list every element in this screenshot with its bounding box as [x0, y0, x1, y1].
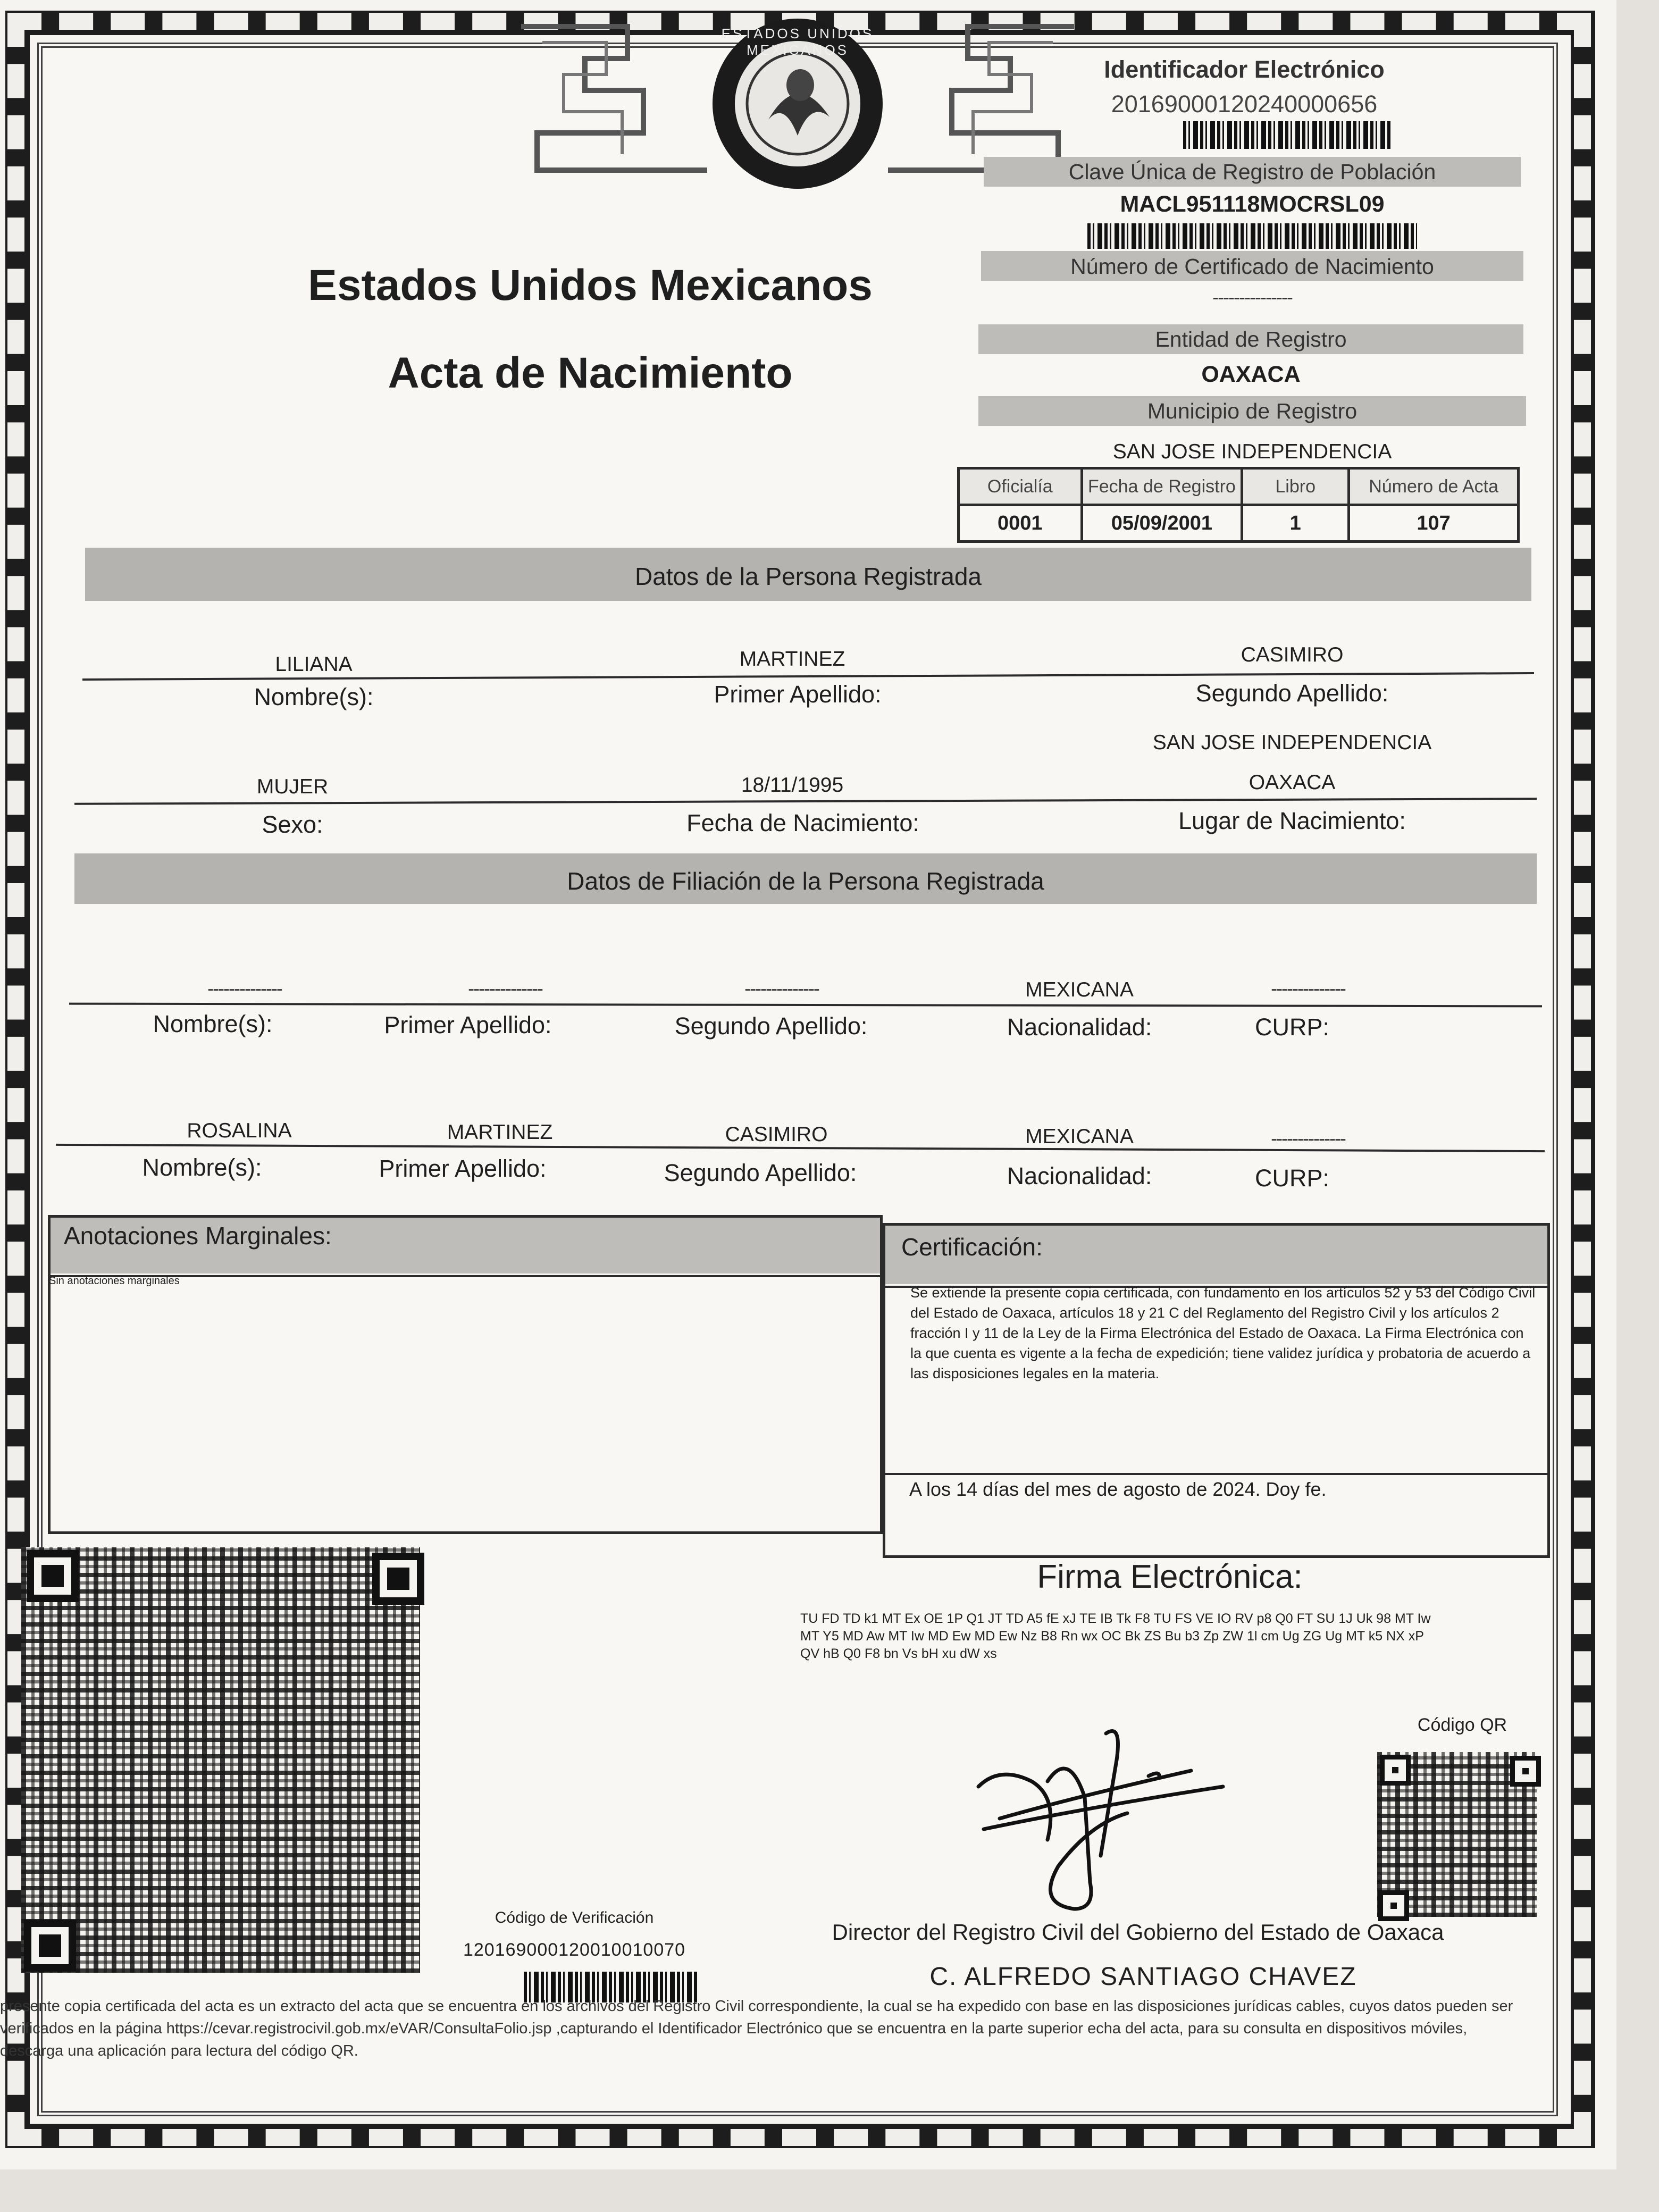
label-parent1-names: Nombre(s): [153, 1010, 273, 1037]
person-section-title: Datos de la Persona Registrada [634, 563, 982, 590]
label-parent2-nationality: Nacionalidad: [1007, 1162, 1152, 1189]
table-header-libro: Libro [1242, 468, 1349, 505]
document-title: Acta de Nacimiento [388, 349, 793, 397]
country-title: Estados Unidos Mexicanos [308, 261, 873, 309]
birth-place-line1: SAN JOSE INDEPENDENCIA [1152, 731, 1432, 754]
label-parent2-second-surname: Segundo Apellido: [664, 1159, 857, 1186]
qr-finder-icon [27, 1550, 79, 1602]
table-header-fecha: Fecha de Registro [1082, 468, 1242, 505]
certification-text: Se extiende la presente copia certificada, con fundamento en los artículos 52 y 53 del Código Civil del Estado de Oaxaca, artículos 18 y 21 C del Reglamento del Registro Civil y los artículos 2 fracción I y 11 de la Ley de la Firma Electrónica del Estado de Oaxaca. La Firma Electrónica con la que cuenta es vigente a la fecha de expedición; tiene validez jurídica y probatoria de acuerdo a las disposiciones legales en la materia. [910, 1285, 1536, 1381]
parent1-first-surname: -------------- [468, 977, 542, 999]
municipality-value: SAN JOSE INDEPENDENCIA [1112, 440, 1392, 463]
verification-qr-code [21, 1547, 420, 1973]
label-parent2-curp: CURP: [1254, 1164, 1329, 1192]
registry-table [957, 467, 1520, 543]
label-person-first-surname: Primer Apellido: [714, 681, 882, 708]
label-parent1-curp: CURP: [1254, 1013, 1329, 1041]
electronic-id-label: Identificador Electrónico [1104, 56, 1385, 83]
signature-title: Firma Electrónica: [1037, 1559, 1303, 1595]
parent1-nationality: MEXICANA [1025, 978, 1134, 1001]
entity-value: OAXACA [1201, 362, 1301, 387]
label-birth-date: Fecha de Nacimiento: [686, 809, 919, 836]
parent2-second-surname: CASIMIRO [725, 1123, 828, 1146]
parent1-second-surname: -------------- [744, 977, 819, 999]
electronic-id-barcode [1183, 121, 1390, 149]
verification-label: Código de Verificación [495, 1909, 654, 1926]
label-parent2-first-surname: Primer Apellido: [379, 1155, 547, 1182]
seal-text: ESTADOS UNIDOS MEXICANOS [721, 26, 874, 58]
table-value-numero: 107 [1349, 505, 1519, 542]
label-person-second-surname: Segundo Apellido: [1195, 680, 1389, 707]
parent1-name: -------------- [207, 977, 282, 999]
electronic-id-value: 20169000120240000656 [1111, 90, 1378, 118]
qr-finder-icon [24, 1920, 76, 1972]
person-birth-date: 18/11/1995 [741, 774, 844, 797]
qr-finder-icon [372, 1553, 424, 1605]
label-parent1-nationality: Nacionalidad: [1007, 1013, 1152, 1041]
table-value-oficialia: 0001 [959, 505, 1082, 542]
verification-code: 120169000120010010070 [463, 1940, 686, 1960]
label-parent2-names: Nombre(s): [142, 1154, 262, 1181]
curp-label: Clave Única de Registro de Población [1068, 160, 1436, 184]
parent2-name: ROSALINA [187, 1119, 292, 1142]
director-title: Director del Registro Civil del Gobierno del Estado de Oaxaca [832, 1920, 1444, 1945]
footer-legal-text: presente copia certificada del acta es un extracto del acta que se encuentra en los archivos del Registro Civil correspondiente, la cual se ha expedido con base en las disposiciones jurídicas cables, cuyos datos pueden ser verificados en la página https://cevar.registrocivil.gob.mx/eVAR/ConsultaFolio.jsp ,capturando el Identificador Electrónico que se encuentra en la parte superior echa del acta, para su consulta en dispositivos móviles, descarga una aplicación para lectura del código QR. [0, 1998, 1513, 2059]
table-value-libro: 1 [1242, 505, 1349, 542]
label-parent1-first-surname: Primer Apellido: [384, 1011, 552, 1038]
parent2-first-surname: MARTINEZ [447, 1121, 553, 1144]
parent1-curp: -------------- [1271, 977, 1345, 999]
certification-divider [883, 1473, 1550, 1475]
birth-place-line2: OAXACA [1249, 771, 1336, 794]
annotations-text: Sin anotaciones marginales [49, 1275, 180, 1287]
annotations-title: Anotaciones Marginales: [64, 1222, 332, 1250]
label-sex: Sexo: [262, 811, 323, 838]
label-person-names: Nombre(s): [254, 683, 374, 710]
signature-hash: TU FD TD k1 MT Ex OE 1P Q1 JT TD A5 fE xJ TE IB Tk F8 TU FS VE IO RV p8 Q0 FT SU 1J Uk 98 MT Iw MT Y5 MD Aw MT Iw MD Ew MD Ew Nz B8 Rn wx OC Bk ZS Bu b3 Zp ZW 1l cm Ug ZG Ug MT k5 NX xP QV hB Q0 F8 bn Vs bH xu dW xs [800, 1611, 1431, 1661]
certification-date-line: A los 14 días del mes de agosto de 2024. Doy fe. [909, 1478, 1327, 1500]
qr-finder-icon [1380, 1755, 1411, 1786]
filiation-section-title: Datos de Filiación de la Persona Registrada [567, 867, 1044, 895]
qr-finder-icon [1378, 1890, 1409, 1921]
birth-cert-value: --------------- [1212, 286, 1292, 308]
table-header-numero: Número de Acta [1349, 468, 1519, 505]
entity-label: Entidad de Registro [1155, 327, 1347, 351]
birth-cert-label: Número de Certificado de Nacimiento [1070, 254, 1434, 279]
person-sex: MUJER [256, 775, 329, 798]
curp-value: MACL951118MOCRSL09 [1120, 191, 1385, 217]
label-birth-place: Lugar de Nacimiento: [1178, 807, 1406, 834]
person-second-surname: CASIMIRO [1241, 643, 1344, 666]
parent2-nationality: MEXICANA [1025, 1125, 1134, 1148]
person-first-name: LILIANA [275, 653, 353, 676]
parent2-curp: -------------- [1271, 1127, 1345, 1149]
director-name: C. ALFREDO SANTIAGO CHAVEZ [929, 1963, 1357, 1991]
person-first-surname: MARTINEZ [739, 648, 845, 671]
curp-barcode [1087, 223, 1417, 249]
small-qr-label: Código QR [1417, 1715, 1507, 1735]
label-parent1-second-surname: Segundo Apellido: [674, 1012, 868, 1040]
certification-title: Certificación: [901, 1233, 1043, 1261]
table-value-fecha: 05/09/2001 [1082, 505, 1242, 542]
qr-finder-icon [1510, 1756, 1541, 1787]
municipality-label: Municipio de Registro [1147, 399, 1358, 423]
table-header-oficialia: Oficialía [959, 468, 1082, 505]
handwritten-signature [968, 1717, 1244, 1920]
